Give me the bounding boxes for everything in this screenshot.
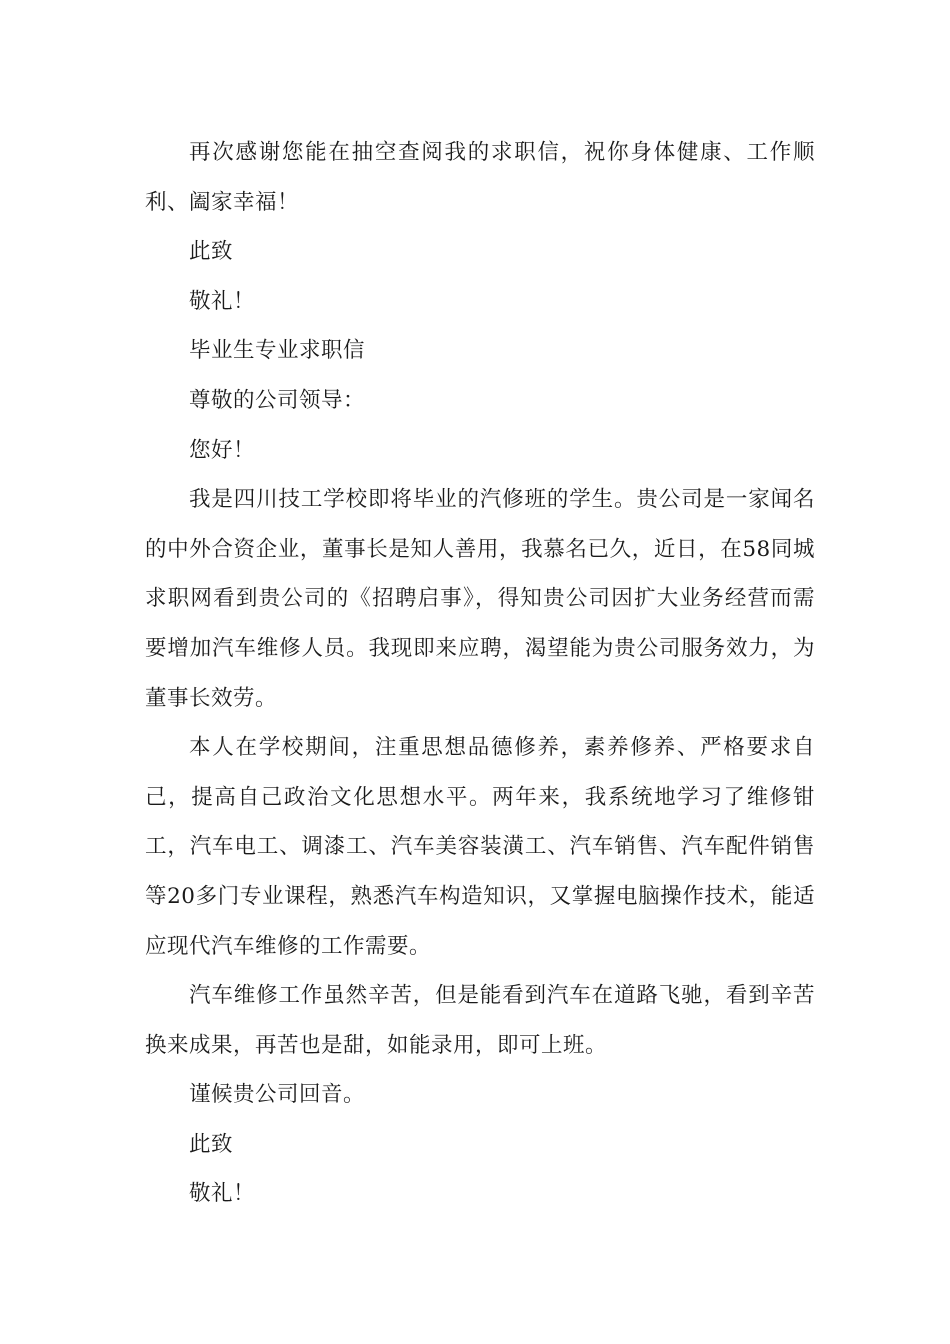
motivation-paragraph: 汽车维修工作虽然辛苦，但是能看到汽车在道路飞驰，看到辛苦换来成果，再苦也是甜，如能录用，即可上班。 bbox=[145, 983, 815, 1058]
closing-thanks-paragraph: 再次感谢您能在抽空查阅我的求职信，祝你身体健康、工作顺利、阖家幸福！ bbox=[145, 140, 815, 215]
final-salutation-cizhi: 此致 bbox=[189, 1131, 234, 1157]
salutation-jingli: 敬礼！ bbox=[189, 288, 256, 314]
letter-greeting: 尊敬的公司领导： bbox=[189, 387, 366, 413]
letter-hello: 您好！ bbox=[189, 437, 256, 463]
intro-paragraph: 我是四川技工学校即将毕业的汽修班的学生。贵公司是一家闻名的中外合资企业，董事长是知人善用，我慕名已久，近日，在58同城求职网看到贵公司的《招聘启事》，得知贵公司因扩大业务经营而需要增加汽车维修人员。我现即来应聘，渴望能为贵公司服务效力，为董事长效劳。 bbox=[145, 487, 815, 711]
letter-title: 毕业生专业求职信 bbox=[189, 338, 366, 364]
awaiting-reply: 谨候贵公司回音。 bbox=[189, 1082, 366, 1108]
qualifications-paragraph: 本人在学校期间，注重思想品德修养，素养修养、严格要求自己，提高自己政治文化思想水平。两年来，我系统地学习了维修钳工，汽车电工、调漆工、汽车美容装潢工、汽车销售、汽车配件销售等20多门专业课程，熟悉汽车构造知识，又掌握电脑操作技术，能适应现代汽车维修的工作需要。 bbox=[145, 735, 815, 959]
salutation-cizhi: 此致 bbox=[189, 239, 234, 265]
final-salutation-jingli: 敬礼！ bbox=[189, 1181, 256, 1207]
document-body bbox=[145, 128, 815, 1219]
